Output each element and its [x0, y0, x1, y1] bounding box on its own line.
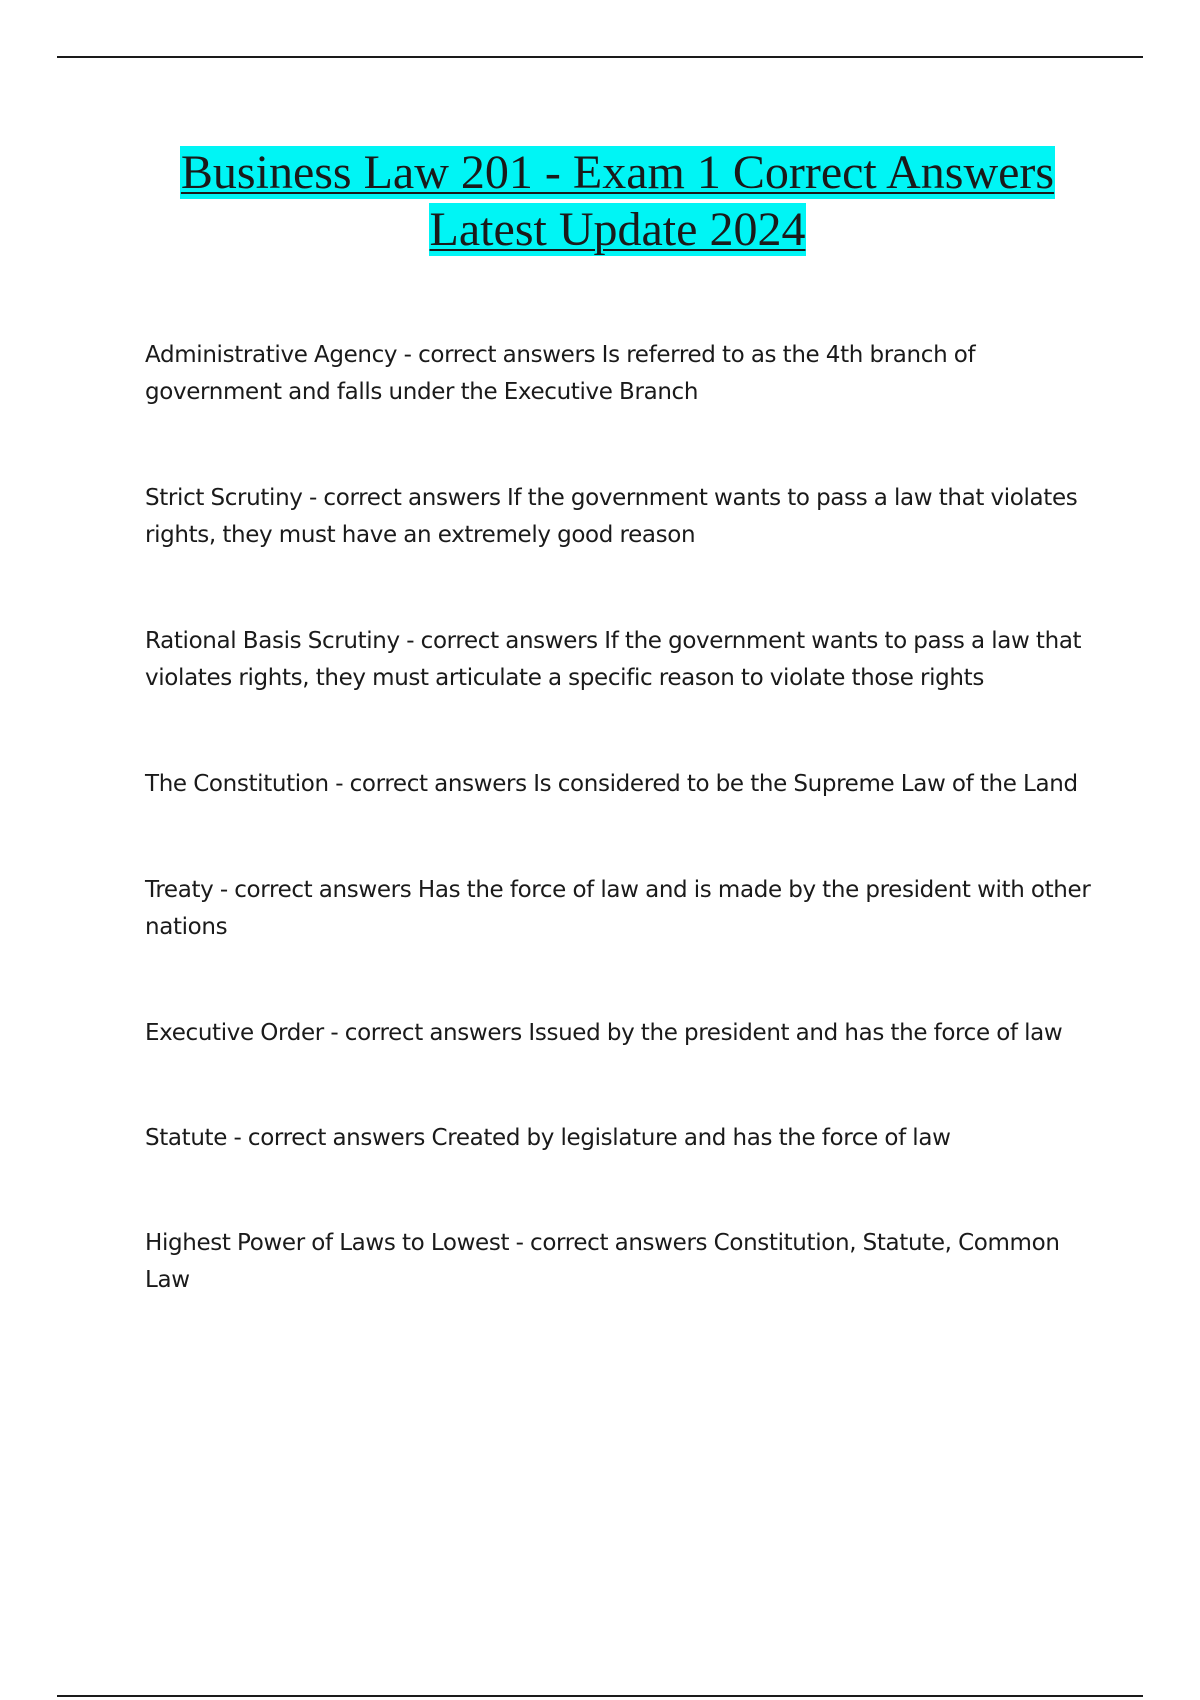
entry-strict-scrutiny: Strict Scrutiny - correct answers If the government wants to pass a law that violates rights, they must have an extremely good reason — [145, 485, 1078, 548]
title-line-1: Business Law 201 - Exam 1 Correct Answers — [180, 146, 1055, 199]
entry-administrative-agency: Administrative Agency - correct answers Is referred to as the 4th branch of government and falls under the Executive Branch — [145, 342, 976, 405]
entry-treaty: Treaty - correct answers Has the force of law and is made by the president with other nations — [145, 877, 1091, 940]
bottom-rule — [57, 1695, 1143, 1697]
entry-statute: Statute - correct answers Created by legislature and has the force of law — [145, 1125, 951, 1151]
title-line-2: Latest Update 2024 — [429, 203, 806, 256]
page-title — [0, 144, 1200, 258]
top-rule — [57, 56, 1143, 58]
entry-the-constitution: The Constitution - correct answers Is considered to be the Supreme Law of the Land — [145, 771, 1078, 797]
entry-executive-order: Executive Order - correct answers Issued by the president and has the force of law — [145, 1020, 1063, 1046]
entry-list — [145, 337, 1095, 1299]
entry-highest-power-of-laws: Highest Power of Laws to Lowest - correct answers Constitution, Statute, Common Law — [145, 1230, 1060, 1293]
entry-rational-basis-scrutiny: Rational Basis Scrutiny - correct answers If the government wants to pass a law that violates rights, they must articulate a specific reason to violate those rights — [145, 628, 1082, 691]
